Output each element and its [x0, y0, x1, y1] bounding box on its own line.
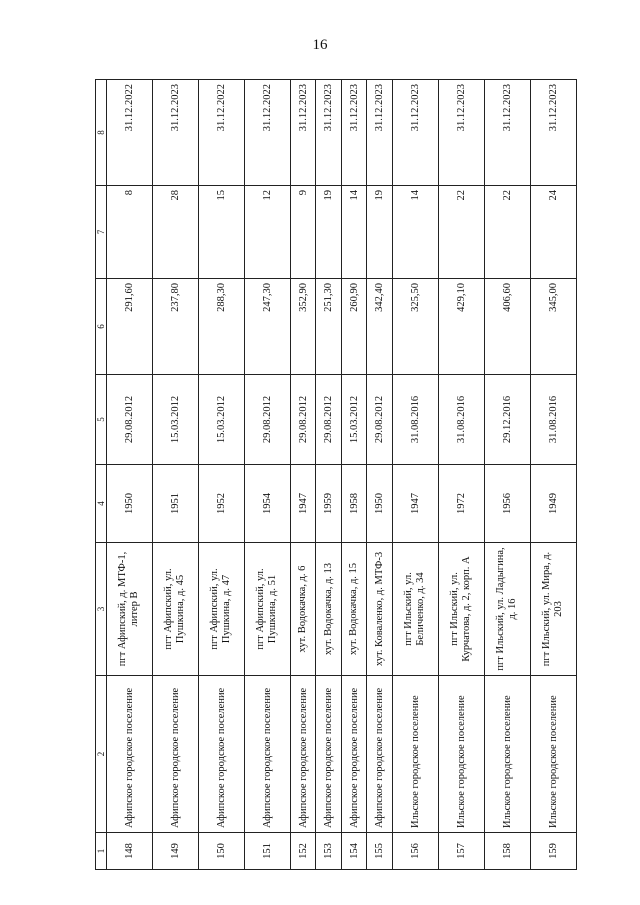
page-number: 16 — [312, 37, 328, 53]
year-cell: 1958 — [341, 465, 367, 543]
address-cell: хут. Водокачка, д. 15 — [341, 543, 367, 676]
year-cell: 1950 — [107, 465, 153, 543]
settlement-cell: Афипское городское поселение — [367, 676, 393, 833]
row-number: 158 — [484, 833, 530, 870]
count-cell: 22 — [438, 186, 484, 279]
table-row — [244, 80, 290, 870]
date-cell: 31.08.2016 — [393, 375, 439, 465]
address-cell: хут. Коваленко, д. МТФ-3 — [367, 543, 393, 676]
column-number: 5 — [96, 375, 107, 465]
table-row — [530, 80, 576, 870]
year-cell: 1954 — [244, 465, 290, 543]
date-cell: 15.03.2012 — [198, 375, 244, 465]
count-cell: 15 — [198, 186, 244, 279]
column-number: 2 — [96, 676, 107, 833]
row-number: 155 — [367, 833, 393, 870]
deadline-cell: 31.12.2022 — [107, 80, 153, 186]
address-cell: пгт Ильский, ул. Курчатова, д. 2, корп. А — [438, 543, 484, 676]
settlement-cell: Афипское городское поселение — [316, 676, 342, 833]
column-number: 1 — [96, 833, 107, 870]
table-row — [107, 80, 153, 870]
housing-table — [95, 79, 577, 870]
row-number: 156 — [393, 833, 439, 870]
count-cell: 28 — [152, 186, 198, 279]
address-cell: пгт Афипский, ул. Пушкина, д. 47 — [198, 543, 244, 676]
date-cell: 29.08.2012 — [316, 375, 342, 465]
deadline-cell: 31.12.2023 — [438, 80, 484, 186]
table-row — [341, 80, 367, 870]
address-cell: пгт Афипский, ул. Пушкина, д. 45 — [152, 543, 198, 676]
year-cell: 1956 — [484, 465, 530, 543]
count-cell: 14 — [341, 186, 367, 279]
count-cell: 19 — [367, 186, 393, 279]
date-cell: 29.08.2012 — [290, 375, 316, 465]
year-cell: 1951 — [152, 465, 198, 543]
column-number: 4 — [96, 465, 107, 543]
area-cell: 429,10 — [438, 279, 484, 375]
deadline-cell: 31.12.2023 — [393, 80, 439, 186]
date-cell: 29.12.2016 — [484, 375, 530, 465]
table-row — [152, 80, 198, 870]
row-number: 148 — [107, 833, 153, 870]
year-cell: 1947 — [393, 465, 439, 543]
table-container — [95, 80, 577, 870]
table-row — [438, 80, 484, 870]
year-cell: 1952 — [198, 465, 244, 543]
area-cell: 342,40 — [367, 279, 393, 375]
date-cell: 15.03.2012 — [341, 375, 367, 465]
column-number-row — [96, 80, 107, 870]
settlement-cell: Афипское городское поселение — [198, 676, 244, 833]
address-cell: хут. Водокачка, д. 13 — [316, 543, 342, 676]
date-cell: 15.03.2012 — [152, 375, 198, 465]
count-cell: 24 — [530, 186, 576, 279]
column-number: 3 — [96, 543, 107, 676]
area-cell: 288,30 — [198, 279, 244, 375]
settlement-cell: Афипское городское поселение — [341, 676, 367, 833]
row-number: 152 — [290, 833, 316, 870]
deadline-cell: 31.12.2023 — [484, 80, 530, 186]
count-cell: 22 — [484, 186, 530, 279]
deadline-cell: 31.12.2022 — [244, 80, 290, 186]
area-cell: 345,00 — [530, 279, 576, 375]
row-number: 153 — [316, 833, 342, 870]
count-cell: 14 — [393, 186, 439, 279]
deadline-cell: 31.12.2023 — [316, 80, 342, 186]
area-cell: 406,60 — [484, 279, 530, 375]
area-cell: 291,60 — [107, 279, 153, 375]
year-cell: 1947 — [290, 465, 316, 543]
address-cell: пгт Афипский, ул. Пушкина, д. 51 — [244, 543, 290, 676]
address-cell: пгт Афипский, д. МТФ-1, литер В — [107, 543, 153, 676]
area-cell: 260,90 — [341, 279, 367, 375]
table-row — [198, 80, 244, 870]
row-number: 157 — [438, 833, 484, 870]
settlement-cell: Ильское городское поселение — [393, 676, 439, 833]
settlement-cell: Афипское городское поселение — [244, 676, 290, 833]
date-cell: 29.08.2012 — [107, 375, 153, 465]
year-cell: 1949 — [530, 465, 576, 543]
row-number: 151 — [244, 833, 290, 870]
date-cell: 29.08.2012 — [367, 375, 393, 465]
table-row — [393, 80, 439, 870]
settlement-cell: Ильское городское поселение — [438, 676, 484, 833]
settlement-cell: Афипское городское поселение — [107, 676, 153, 833]
row-number: 154 — [341, 833, 367, 870]
count-cell: 8 — [107, 186, 153, 279]
year-cell: 1972 — [438, 465, 484, 543]
address-cell: пгт Ильский, ул. Мира, д. 203 — [530, 543, 576, 676]
table-row — [316, 80, 342, 870]
settlement-cell: Афипское городское поселение — [290, 676, 316, 833]
date-cell: 29.08.2012 — [244, 375, 290, 465]
address-cell: пгт Ильский, ул. Беличенко, д. 34 — [393, 543, 439, 676]
table-row — [290, 80, 316, 870]
row-number: 150 — [198, 833, 244, 870]
settlement-cell: Ильское городское поселение — [484, 676, 530, 833]
area-cell: 325,50 — [393, 279, 439, 375]
deadline-cell: 31.12.2023 — [341, 80, 367, 186]
table-row — [367, 80, 393, 870]
table-body — [107, 80, 577, 870]
settlement-cell: Афипское городское поселение — [152, 676, 198, 833]
area-cell: 237,80 — [152, 279, 198, 375]
settlement-cell: Ильское городское поселение — [530, 676, 576, 833]
area-cell: 352,90 — [290, 279, 316, 375]
year-cell: 1959 — [316, 465, 342, 543]
address-cell: хут. Водокачка, д. 6 — [290, 543, 316, 676]
year-cell: 1950 — [367, 465, 393, 543]
deadline-cell: 31.12.2022 — [198, 80, 244, 186]
table-row — [484, 80, 530, 870]
count-cell: 9 — [290, 186, 316, 279]
count-cell: 12 — [244, 186, 290, 279]
date-cell: 31.08.2016 — [530, 375, 576, 465]
deadline-cell: 31.12.2023 — [530, 80, 576, 186]
deadline-cell: 31.12.2023 — [290, 80, 316, 186]
area-cell: 247,30 — [244, 279, 290, 375]
address-cell: пгт Ильский, ул. Ладыгина, д. 16 — [484, 543, 530, 676]
row-number: 149 — [152, 833, 198, 870]
column-number: 6 — [96, 279, 107, 375]
deadline-cell: 31.12.2023 — [367, 80, 393, 186]
area-cell: 251,30 — [316, 279, 342, 375]
deadline-cell: 31.12.2023 — [152, 80, 198, 186]
count-cell: 19 — [316, 186, 342, 279]
column-number: 7 — [96, 186, 107, 279]
date-cell: 31.08.2016 — [438, 375, 484, 465]
row-number: 159 — [530, 833, 576, 870]
column-number: 8 — [96, 80, 107, 186]
